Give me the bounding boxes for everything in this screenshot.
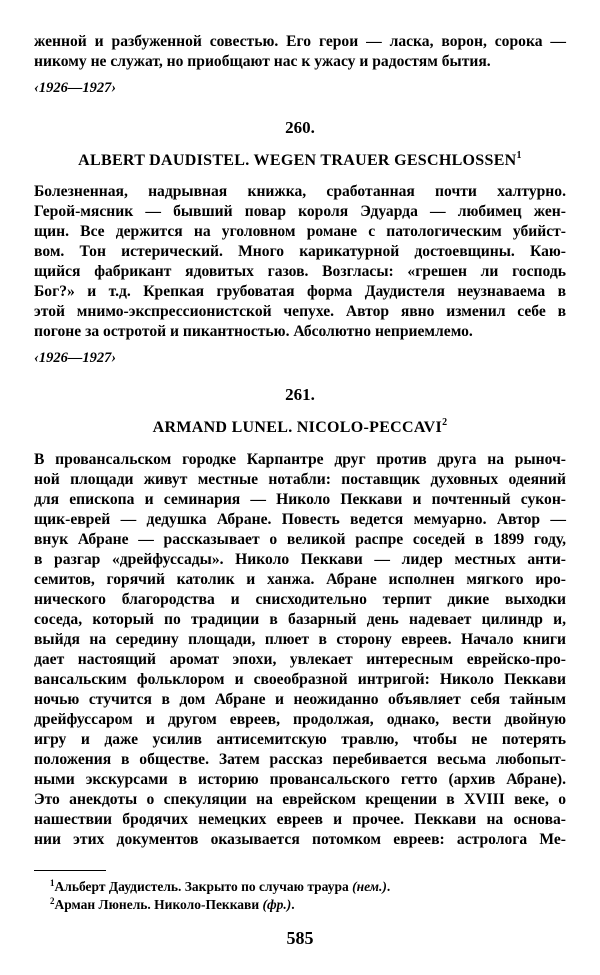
text-line: этой мнимо-экспрессионистской чепухе. Автор явно изменил себе в <box>34 303 566 320</box>
text-line: выйдя на середину площади, плюет в сторону евреев. Начало книги <box>34 631 566 648</box>
text-line: вом. Тон истерический. Много карикатурной достоевщины. Каю- <box>34 243 566 260</box>
entry-title-text: ALBERT DAUDISTEL. WEGEN TRAUER GESCHLOSSEN <box>78 152 517 169</box>
text-line: В провансальском городке Карпантре друг против друга на рыноч- <box>34 451 566 468</box>
text-line: семитов, горячий католик и ханжа. Абране исполнен мягкого иро- <box>34 571 566 588</box>
footnote-end: . <box>386 879 391 894</box>
text-line: Болезненная, надрывная книжка, сработанная почти халтурно. <box>34 183 566 200</box>
text-line: ной площади живут местные нотабли: поставщик духовных одеяний <box>34 471 566 488</box>
text-line: нии этих документов оказывается потомком евреев: астролога Ме- <box>34 831 566 848</box>
text-line: в разгар «дрейфуссады». Николо Пеккави — лидер местных анти- <box>34 551 566 568</box>
text-line: женной и разбуженной совестью. Его герои — ласка, ворон, сорока — <box>34 33 566 50</box>
entry-title <box>0 150 600 170</box>
entry-title <box>0 417 600 437</box>
text-line: погоне за остротой и пикантностью. Абсолютно неприемлемо. <box>34 323 473 340</box>
footnote-text: Альберт Даудистель. Закрыто по случаю траура <box>54 879 353 894</box>
text-line: нашествии бродячих немецких евреев и прочее. Пеккави на основа- <box>34 811 566 828</box>
footnote-mark: 2 <box>50 896 55 906</box>
text-line: для епископа и семинария — Николо Пеккави и почтенный сукон- <box>34 491 566 508</box>
text-line: щин. Все держится на уголовном романе с патологическим убийст- <box>34 223 566 240</box>
date-note: ‹1926—1927› <box>34 350 117 366</box>
text-line: щийся фабрикант ядовитых газов. Возгласы: «грешен ли господь <box>34 263 566 280</box>
footnote-ref: 2 <box>442 417 448 428</box>
footnote <box>50 878 390 895</box>
text-line: дрейфуссаром и другом евреев, продолжая, однако, вести двойную <box>34 711 566 728</box>
entry-number: 261. <box>285 385 315 404</box>
text-line: нического благородства и снисходительно терпит дикие выходки <box>34 591 566 608</box>
text-line: Это анекдоты о спекуляции на еврейском крещении в XVIII веке, о <box>34 791 566 808</box>
text-line: никому не служат, но приобщают нас к ужасу и радостям бытия. <box>34 53 491 70</box>
text-line: Бог?» и т.д. Крепкая грубоватая форма Даудистеля неузнаваема в <box>34 283 566 300</box>
entry-title-text: ARMAND LUNEL. NICOLO-PECCAVI <box>152 419 443 436</box>
footnote-divider <box>34 870 106 871</box>
footnote-lang: (нем.) <box>352 879 387 894</box>
text-line: щик-еврей — дедушка Абране. Повесть ведется мемуарно. Автор — <box>34 511 566 528</box>
footnote <box>50 896 295 913</box>
text-line: вансальским фольклором и своеобразной интригой: Николо Пеккави <box>34 671 566 688</box>
footnote-lang: (фр.) <box>262 897 292 912</box>
footnote-mark: 1 <box>50 878 55 888</box>
page-number: 585 <box>286 928 314 948</box>
text-line: соседа, который по традиции в базарный день надевает цилиндр и, <box>34 611 566 628</box>
text-line: дает настоящий аромат эпохи, увлекает интересным еврейско-про- <box>34 651 566 668</box>
footnote-ref: 1 <box>516 150 522 161</box>
text-line: ночью стучится в дом Абране и неожиданно объявляет себя тайным <box>34 691 566 708</box>
text-line: внук Абране — рассказывает о великой распре соседей в 1899 году, <box>34 531 566 548</box>
entry-number: 260. <box>285 118 315 137</box>
footnote-text: Арман Люнель. Николо-Пеккави <box>54 897 263 912</box>
text-line: положения в обществе. Затем рассказ перебивается весьма любопыт- <box>34 751 566 768</box>
date-note: ‹1926—1927› <box>34 80 117 96</box>
footnote-end: . <box>291 897 295 912</box>
text-line: игру и даже усилив антисемитскую травлю, чтобы не потерять <box>34 731 566 748</box>
text-line: ными экскурсами в историю провансальского гетто (архив Абране). <box>34 771 566 788</box>
text-line: Герой-мясник — бывший повар короля Эдуарда — любимец жен- <box>34 203 566 220</box>
